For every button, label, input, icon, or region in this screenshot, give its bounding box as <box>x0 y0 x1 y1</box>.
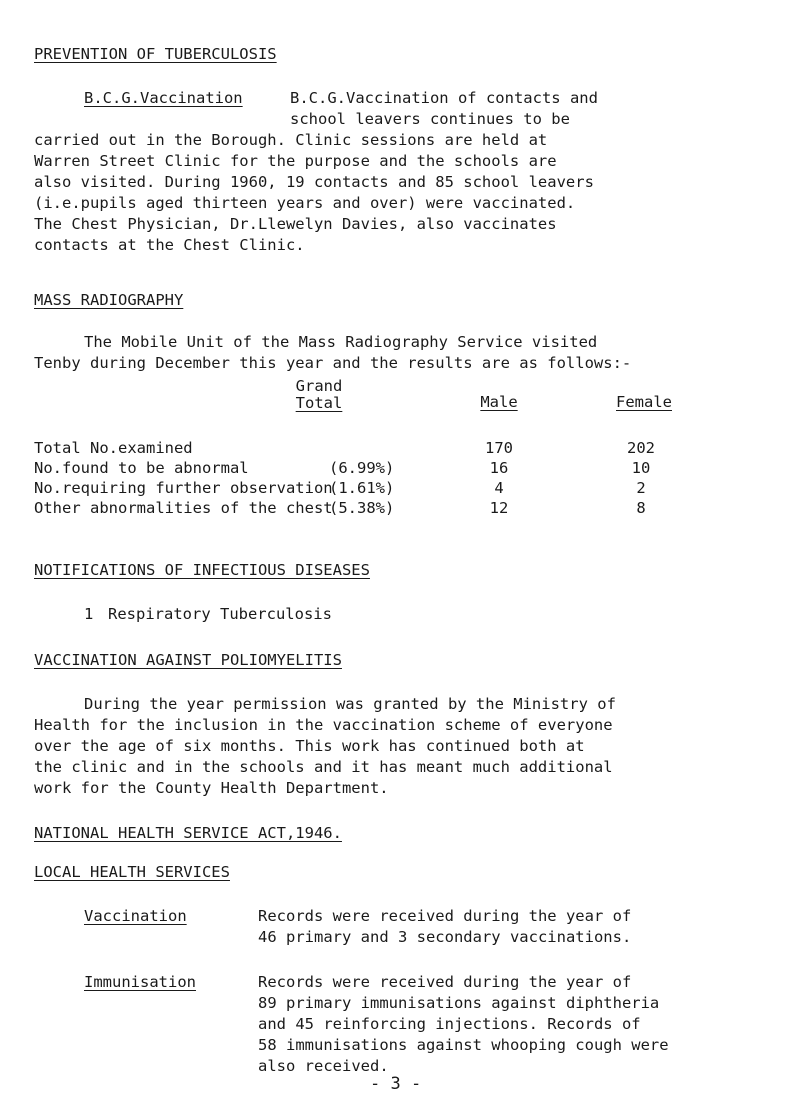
polio-line-1: Health for the inclusion in the vaccination scheme of everyone <box>34 716 613 734</box>
mass-intro-0: The Mobile Unit of the Mass Radiography Service visited <box>84 333 598 351</box>
col-header-female: Female <box>616 393 672 411</box>
polio-line-0: During the year permission was granted by the Ministry of <box>84 695 616 713</box>
polio-line-4: work for the County Health Department. <box>34 779 389 797</box>
polio-heading: VACCINATION AGAINST POLIOMYELITIS <box>34 651 342 669</box>
immunisation-label: Immunisation <box>84 973 196 991</box>
row-male: 16 <box>489 459 509 477</box>
row-pct: (5.38%) <box>329 499 395 517</box>
row-label: No.found to be abnormal <box>34 459 249 477</box>
row-female: 2 <box>636 479 646 497</box>
row-male: 170 <box>485 439 513 457</box>
notifications-heading: NOTIFICATIONS OF INFECTIOUS DISEASES <box>34 561 370 579</box>
imm-line-0: Records were received during the year of <box>258 973 632 991</box>
row-pct: (1.61%) <box>329 479 395 497</box>
row-label: Other abnormalities of the chest <box>34 499 333 517</box>
row-male: 12 <box>489 499 509 517</box>
row-label: No.requiring further observation <box>34 479 333 497</box>
tb-heading: PREVENTION OF TUBERCULOSIS <box>34 45 277 63</box>
imm-line-4: also received. <box>258 1057 389 1075</box>
imm-line-1: 89 primary immunisations against diphtheria <box>258 994 660 1012</box>
bcg-line-0: B.C.G.Vaccination of contacts and <box>290 89 598 107</box>
bcg-label: B.C.G.Vaccination <box>84 89 243 107</box>
mass-intro-1: Tenby during December this year and the results are as follows:- <box>34 354 632 372</box>
bcg-line-2: carried out in the Borough. Clinic sessions are held at <box>34 131 548 149</box>
radiography-table <box>34 438 774 528</box>
polio-line-3: the clinic and in the schools and it has meant much additional <box>34 758 613 776</box>
col-header-total-1: Grand <box>295 377 343 395</box>
vacc-line-0: Records were received during the year of <box>258 907 632 925</box>
bcg-line-7: contacts at the Chest Clinic. <box>34 236 305 254</box>
vaccination-label: Vaccination <box>84 907 187 925</box>
row-male: 4 <box>494 479 504 497</box>
col-header-male: Male <box>480 393 518 411</box>
imm-line-2: and 45 reinforcing injections. Records of <box>258 1015 641 1033</box>
local-health-heading: LOCAL HEALTH SERVICES <box>34 863 230 881</box>
row-female: 202 <box>627 439 655 457</box>
nhs-heading: NATIONAL HEALTH SERVICE ACT,1946. <box>34 824 342 842</box>
bcg-line-5: (i.e.pupils aged thirteen years and over) were vaccinated. <box>34 194 576 212</box>
vacc-line-1: 46 primary and 3 secondary vaccinations. <box>258 928 632 946</box>
col-header-total-2: Total <box>295 394 343 412</box>
row-label: Total No.examined <box>34 439 193 457</box>
row-female: 8 <box>636 499 646 517</box>
imm-line-3: 58 immunisations against whooping cough were <box>258 1036 669 1054</box>
page-number: - 3 - <box>370 1074 422 1094</box>
notification-count: 1 <box>84 605 94 623</box>
row-pct: (6.99%) <box>329 459 395 477</box>
bcg-line-6: The Chest Physician, Dr.Llewelyn Davies, also vaccinates <box>34 215 557 233</box>
notification-disease: Respiratory Tuberculosis <box>108 605 332 623</box>
polio-line-2: over the age of six months. This work has continued both at <box>34 737 585 755</box>
bcg-line-3: Warren Street Clinic for the purpose and the schools are <box>34 152 557 170</box>
row-female: 10 <box>631 459 651 477</box>
mass-heading: MASS RADIOGRAPHY <box>34 291 184 309</box>
bcg-line-4: also visited. During 1960, 19 contacts and 85 school leavers <box>34 173 594 191</box>
bcg-line-1: school leavers continues to be <box>290 110 570 128</box>
